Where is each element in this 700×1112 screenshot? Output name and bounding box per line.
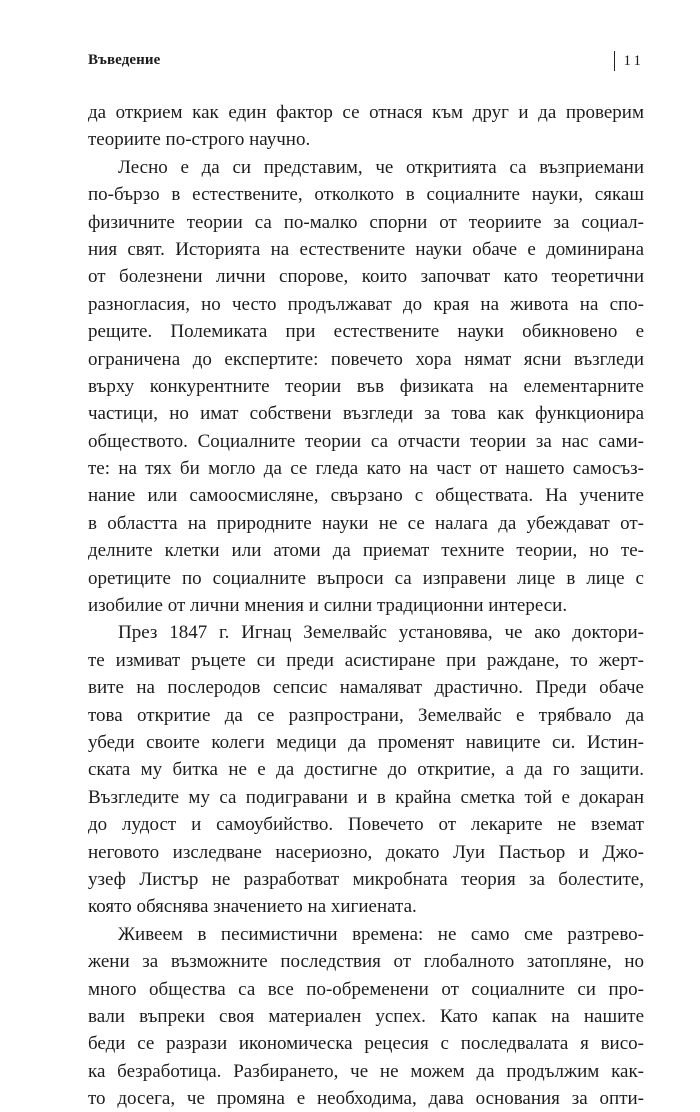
text-line: разногласия, но често продължават до края на живота на спо- [88,293,644,315]
text-line: неговото изследване насериозно, докато Луи Пастьор и Джо- [88,841,644,863]
section-title: Въведение [88,52,161,68]
text-line: от болезнени лични спорове, които започват като теоретични [88,266,644,288]
text-line: в областта на природните науки не се налага да убеждават от- [88,512,644,534]
page-number-block [614,50,644,72]
text-line: те: на тях би могло да се гледа като на част от нашето самосъз- [88,458,644,480]
text-line: която обяснява значението на хигиената. [88,896,417,918]
paragraph [88,99,644,154]
text-line: много общества са все по-обременени от социалните си про- [88,978,644,1000]
text-line: то досега, че промяна е необходима, дава основания за опти- [88,1088,644,1110]
text-line: вите на послеродов сепсис намаляват драстично. Преди обаче [88,677,644,699]
text-line: убеди своите колеги медици да променят навиците си. Истин- [88,731,644,753]
text-line: те измиват ръцете си преди асистиране при раждане, то жерт- [88,649,644,671]
text-line: узеф Листър не разработват микробната теория за болестите, [88,868,644,890]
text-line: рещите. Полемиката при естествените науки обикновено е [88,321,644,343]
text-line: до лудост и самоубийство. Повечето от лекарите не вземат [88,814,644,836]
text-line: оретиците по социалните въпроси са изправени лице в лице с [88,567,644,589]
text-line: обществото. Социалните теории са отчасти теории за нас сами- [88,430,644,452]
text-line: беди се разрази икономическа рецесия с последвалата я висо- [88,1033,644,1055]
text-line: Живеем в песимистични времена: не само сме разтрево- [118,923,644,945]
paragraph [88,921,644,1112]
text-line: ния свят. Историята на естествените науки обаче е доминирана [88,238,644,260]
text-line: ка безработица. Разбирането, че не можем да продължим как- [88,1060,644,1082]
running-header [88,50,644,72]
paragraph [88,154,644,620]
header-divider [614,51,615,71]
text-line: изобилие от лични мнения и силни традиционни интереси. [88,595,568,617]
text-line: по-бързо в естествените, отколкото в социалните науки, сякаш [88,184,644,206]
paragraph [88,619,644,920]
text-line: това откритие да се разпространи, Земелвайс е трябвало да [88,704,644,726]
page-number: 11 [623,52,644,69]
text-line: Възгледите му са подигравани и в крайна сметка той е докаран [88,786,644,808]
text-line: През 1847 г. Игнац Земелвайс установява, че ако доктори- [118,622,644,644]
text-line: делните клетки или атоми да приемат техните теории, но те- [88,540,644,562]
text-line: вали въпреки своя материален успех. Като капак на нашите [88,1005,644,1027]
body-text [88,99,644,1112]
text-line: ската му битка не е да достигне до откритие, а да го защити. [88,759,644,781]
text-line: жени за възможните последствия от глобалното затопляне, но [88,951,644,973]
text-line: да открием как един фактор се отнася към друг и да проверим [88,102,644,123]
text-line: Лесно е да си представим, че откритията са възприемани [118,156,644,178]
text-line: ограничена до експертите: повечето хора нямат ясни възгледи [88,348,644,370]
text-line: физичните теории са по-малко спорни от теориите за социал- [88,211,644,233]
text-line: върху конкурентните теории във физиката на елементарните [88,375,644,397]
text-line: теориите по-строго научно. [88,129,311,151]
text-line: нание или самоосмисляне, свързано с обществата. На учените [88,485,644,507]
text-line: частици, но имат собствени възгледи за това как функционира [88,403,644,425]
